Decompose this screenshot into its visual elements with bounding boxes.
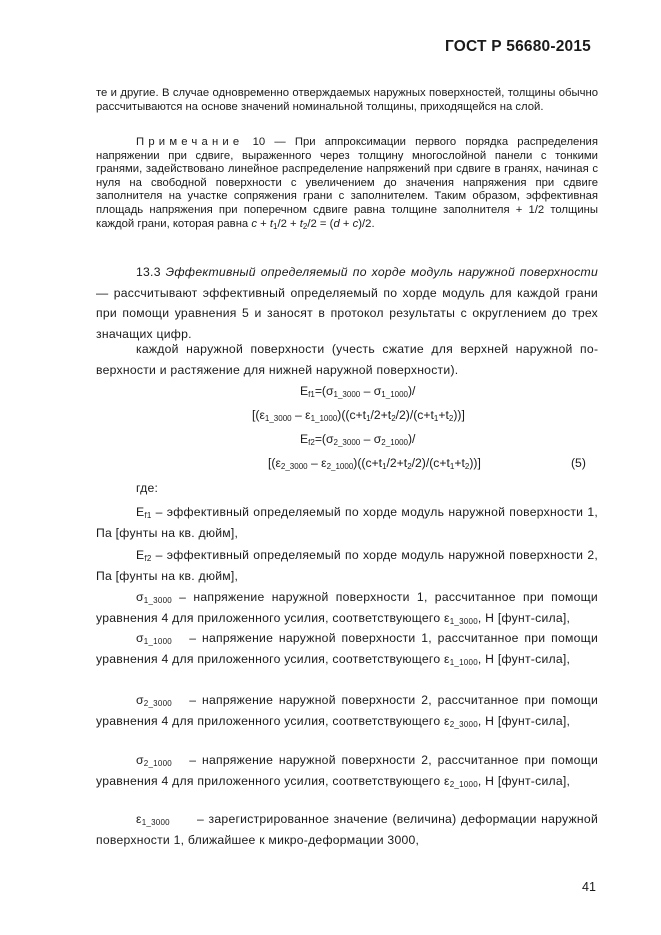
equation-line-4: $[(\varepsilon_{2\_3000} - \varepsilon_{2\_1000})((c+t_1/2+t_2/2)/(c+t_1+t_2))]$	[268, 456, 481, 471]
note-paragraph	[96, 136, 598, 231]
definition-sigma-2-1000: $\sigma_{2\_1000}$ – напряжение наружной поверхности 2, рассчитанное при помощи уравнения 4 для приложенного усилия, соответствующего $\varepsilon_{2\_1000}$, Н [фунт-сила],	[96, 753, 598, 789]
where-label: где:	[136, 481, 159, 495]
section-continuation: каждой наружной поверхности (учесть сжатие для верхней наружной поверхности и растяжение для нижней наружной поверхности).	[96, 342, 598, 377]
definition-sigma-1-3000: $\sigma_{1\_3000}$ – напряжение наружной поверхности 1, рассчитанное при помощи уравнения 4 для приложенного усилия, соответствующего $\varepsilon_{1\_3000}$, Н [фунт-сила],	[96, 590, 598, 626]
equation-number: (5)	[571, 456, 586, 470]
note-formula: $c + t_1/2 + t_2/2 = (d + c)/2$.	[251, 217, 375, 231]
definition-sigma-1-1000: $\sigma_{1\_1000}$ – напряжение наружной поверхности 1, рассчитанное при помощи уравнения 4 для приложенного усилия, соответствующего $\varepsilon_{1\_1000}$, Н [фунт-сила],	[96, 631, 598, 667]
definition-epsilon-1-3000: $\varepsilon_{1\_3000}$ – зарегистрированное значение (величина) деформации наружной поверхности 1, ближайшее к микро-деформации 3000,	[96, 812, 599, 847]
standard-header: ГОСТ Р 56680-2015	[444, 38, 591, 55]
intro-paragraph: те и другие. В случае одновременно отверждаемых наружных поверхностей, толщины обычно рассчитываются на основе значений номинальной толщины, приходящейся на слой.	[96, 87, 598, 113]
definition-ef2: $E_{f2}$ – эффективный определяемый по хорде модуль наружной поверхности 2, Па [фунты на кв. дюйм],	[96, 548, 598, 583]
note-text: 10 — При аппроксимации первого порядка распределения напряжении при сдвиге, выраженного через толщину многослойной панели с тонкими гранями, задействовано линейное распределение напряжений при сдвиге в гранях, начиная с нуля на свободной поверхности с увеличением до значения напряжения при сдвиге заполнителя на участке сопряжения грани с заполнителем. Таким образом, эффективная площадь напряжения при поперечном сдвиге равна толщине заполнителя + 1/2 толщины каждой грани, которая равна	[96, 136, 598, 230]
definition-ef1: $E_{f1}$ – эффективный определяемый по хорде модуль наружной поверхности 1, Па [фунты на кв. дюйм],	[96, 505, 598, 540]
equation-line-3: $E_{f2}=(\sigma_{2\_3000} - \sigma_{2\_1000})/$	[300, 432, 416, 447]
section-number: 13.3	[136, 265, 161, 279]
section-text: — рассчитывают эффективный определяемый по хорде модуль для каждой грани при помощи уравнения 5 и заносят в протокол результаты с округлением до трех значащих цифр.	[96, 285, 598, 341]
page-number: 41	[582, 880, 596, 894]
section-13-3	[96, 262, 598, 344]
definition-sigma-2-3000: $\sigma_{2\_3000}$ – напряжение наружной поверхности 2, рассчитанное при помощи уравнения 4 для приложенного усилия, соответствующего $\varepsilon_{2\_3000}$, Н [фунт-сила],	[96, 693, 598, 729]
section-title: Эффективный определяемый по хорде модуль наружной поверхности	[165, 265, 598, 279]
equation-line-1: $E_{f1}=(\sigma_{1\_3000} - \sigma_{1\_1000})/$	[300, 384, 416, 399]
note-label: Примечание	[136, 136, 244, 148]
equation-line-2: $[(\varepsilon_{1\_3000} - \varepsilon_{1\_1000})((c+t_1/2+t_2/2)/(c+t_1+t_2))]$	[252, 408, 465, 423]
